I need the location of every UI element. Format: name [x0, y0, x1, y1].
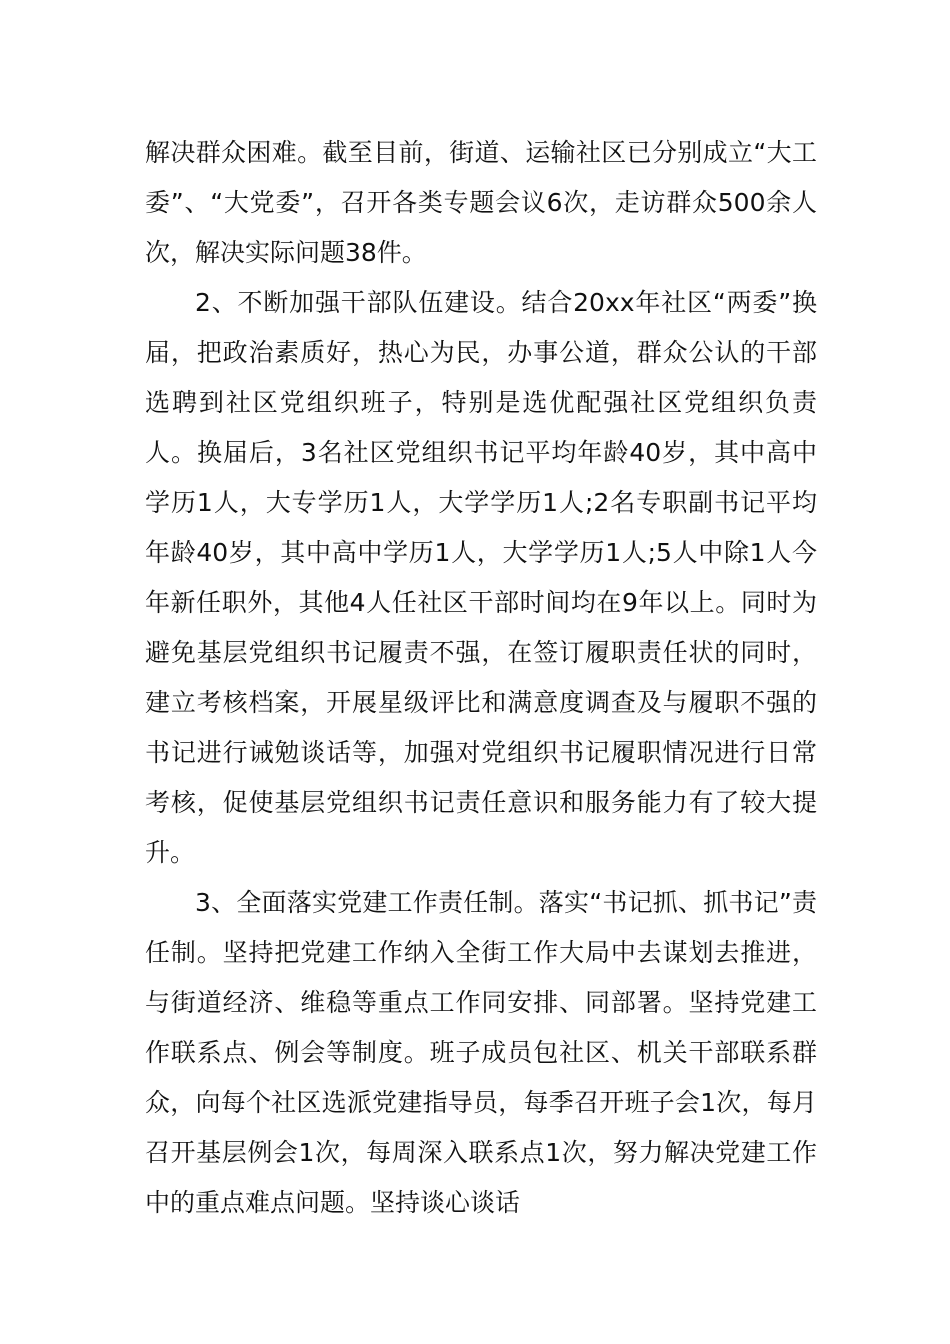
body-text — [145, 128, 817, 1228]
paragraph-responsibility-system: 3、全面落实党建工作责任制。落实“书记抓、抓书记”责任制。坚持把党建工作纳入全街工作大局中去谋划去推进，与街道经济、维稳等重点工作同安排、同部署。坚持党建工作联系点、例会等制度。班子成员包社区、机关干部联系群众，向每个社区选派党建指导员，每季召开班子会1次，每月召开基层例会1次，每周深入联系点1次，努力解决党建工作中的重点难点问题。坚持谈心谈话 — [145, 888, 817, 1217]
paragraph-continuation: 解决群众困难。截至目前，街道、运输社区已分别成立“大工委”、“大党委”，召开各类专题会议6次，走访群众500余人次，解决实际问题38件。 — [145, 138, 817, 267]
paragraph-cadre-building: 2、不断加强干部队伍建设。结合20xx年社区“两委”换届，把政治素质好，热心为民，办事公道，群众公认的干部选聘到社区党组织班子，特别是选优配强社区党组织负责人。换届后，3名社区党组织书记平均年龄40岁，其中高中学历1人，大专学历1人，大学学历1人;2名专职副书记平均年龄40岁，其中高中学历1人，大学学历1人;5人中除1人今年新任职外，其他4人任社区干部时间均在9年以上。同时为避免基层党组织书记履责不强，在签订履职责任状的同时，建立考核档案，开展星级评比和满意度调查及与履职不强的书记进行诫勉谈话等，加强对党组织书记履职情况进行日常考核，促使基层党组织书记责任意识和服务能力有了较大提升。 — [145, 288, 817, 867]
